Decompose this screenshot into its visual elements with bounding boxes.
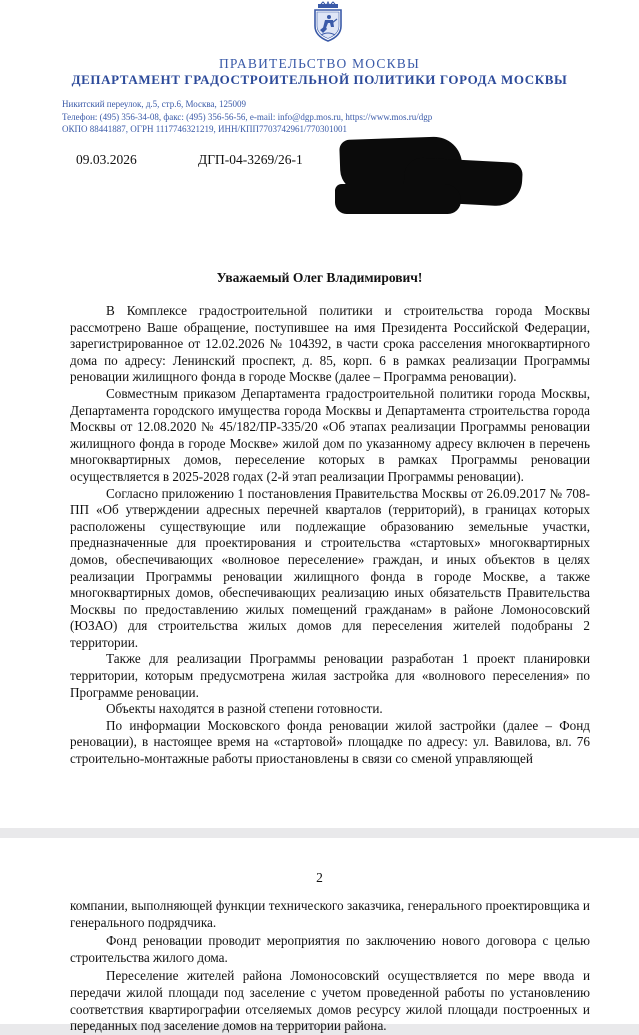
- paragraph: В Комплексе градостроительной политики и строительства города Москвы рассмотрено Ваше обращение, поступившее на имя Президента Российской Федерации, зарегистрированное от 12.02.2026 № 104392, в части срока расселения многоквартирного дома по адресу: Ленинский проспект, д. 85, корп. 6 в рамках реализации Программы реновации жилищного фонда в городе Москве (далее – Программа реновации).: [70, 303, 590, 385]
- letter-body-continued: [70, 898, 590, 1035]
- paragraph: Фонд реновации проводит мероприятия по заключению нового договора с целью строительства жилого дома.: [70, 933, 590, 965]
- contact-block: [62, 98, 582, 136]
- paragraph: Переселение жителей района Ломоносовский осуществляется по мере ввода и передачи жилой площади под заселение с учетом проведенной работы по установлению соответствия квартирографии отселяемых домов ресурсу жилой площади построенных и переданных под заселение домов на территории района.: [70, 968, 590, 1034]
- paragraph: Согласно приложению 1 постановления Правительства Москвы от 26.09.2017 № 708- ПП «Об утверждении адресных перечней кварталов (территорий), в границах которых расположены существующие или подлежащие образованию земельные участки, предназначенные для проектирования и строительства «стартовых» многоквартирных домов, обеспечивающих «волновое переселение» граждан, и иных объектов в целях реализации Программы реновации жилищного фонда в городе Москве, а также многоквартирных домов, обеспечивающих реализацию иных обязательств Правительства Москвы по предоставлению жилых помещений гражданам» в районе Ломоносовский (ЮЗАО) для строительства жилых домов для переселения жителей подобраны 2 территории.: [70, 485, 590, 650]
- document-date: 09.03.2026: [76, 152, 137, 167]
- government-title: ПРАВИТЕЛЬСТВО МОСКВЫ: [218, 56, 420, 71]
- paragraph: По информации Московского фонда реновации жилой застройки (далее – Фонд реновации), в настоящее время на «стартовой» площадке по адресу: ул. Вавилова, вл. 76 строительно-монтажные работы приостановлены в связи со сменой управляющей: [70, 717, 590, 767]
- page-number: 2: [316, 870, 323, 885]
- moscow-coat-of-arms-icon: [312, 2, 344, 42]
- salutation: Уважаемый Олег Владимирович!: [216, 270, 423, 285]
- document-number: ДГП-04-3269/26-1: [198, 152, 303, 167]
- phone-line: Телефон: (495) 356-34-08, факс: (495) 356-56-56, e-mail: info@dgp.mos.ru, https://www.mos.ru/dgp: [62, 111, 433, 122]
- address-line: Никитский переулок, д.5, стр.6, Москва, 125009: [62, 99, 246, 109]
- paragraph: Объекты находятся в разной степени готовности.: [106, 701, 383, 717]
- department-title: ДЕПАРТАМЕНТ ГРАДОСТРОИТЕЛЬНОЙ ПОЛИТИКИ ГОРОДА МОСКВЫ: [71, 72, 568, 87]
- paragraph-continuation: компании, выполняющей функции технического заказчика, генерального проектировщика и генерального подрядчика.: [70, 898, 590, 930]
- letter-body: [70, 303, 590, 768]
- paragraph: Также для реализации Программы реновации разработан 1 проект планировки территории, которым предусмотрена жилая застройка для «волнового переселения» по Программе реновации.: [70, 651, 590, 700]
- requisites-line: ОКПО 88441887, ОГРН 1117746321219, ИНН/КПП7703742961/770301001: [62, 124, 348, 134]
- redaction-mark: [335, 184, 461, 214]
- paragraph: Совместным приказом Департамента градостроительной политики города Москвы, Департамента городского имущества города Москвы и Департамента строительства города Москвы от 12.08.2020 № 45/182/ПР-335/20 «Об этапах реализации Программы реновации жилищного фонда в городе Москве» жилой дом по указанному адресу включен в перечень многоквартирных домов, переселение которых в рамках Программы реновации осуществляется в 2025-2028 годах (2-й этап реализации Программы реновации).: [70, 385, 590, 484]
